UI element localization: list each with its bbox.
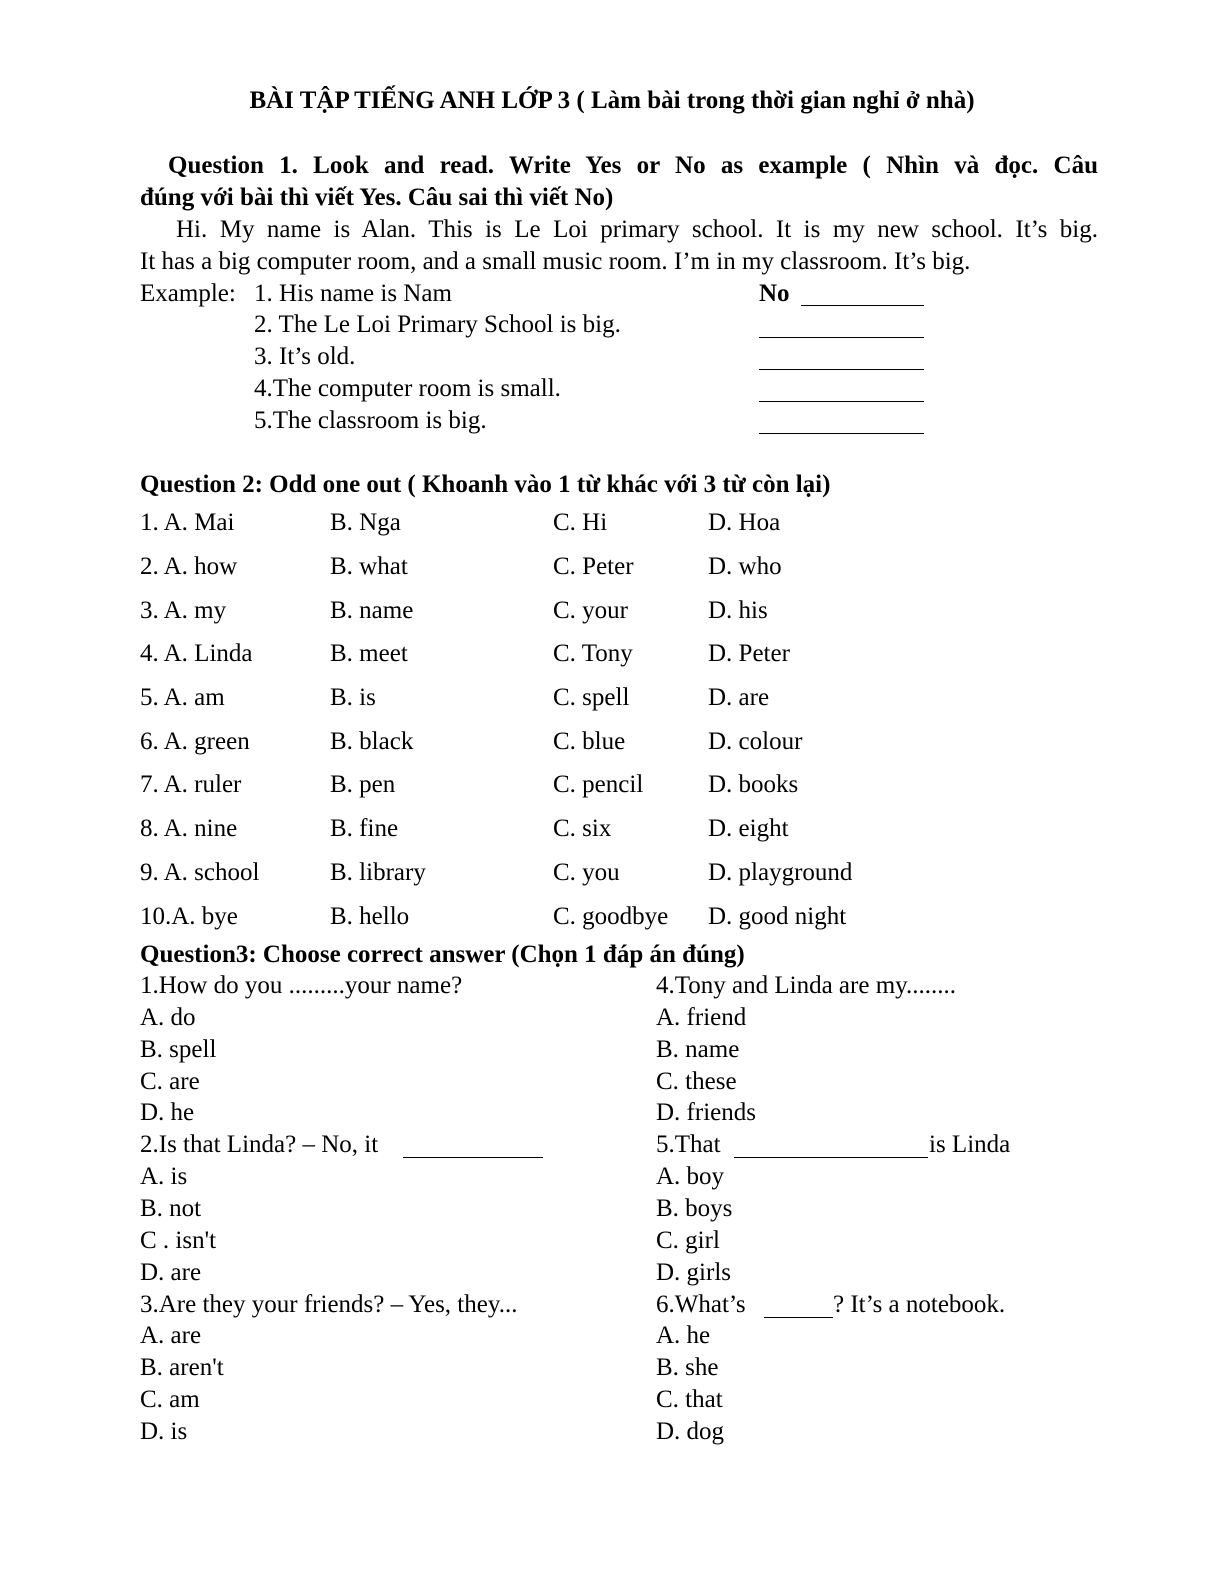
q3-q5-option-c: C. girl bbox=[656, 1227, 720, 1254]
q3-q5-option-b: B. boys bbox=[656, 1195, 733, 1222]
q3-question-4: 4.Tony and Linda are my........ bbox=[656, 972, 957, 999]
option-b: B. hello bbox=[330, 903, 410, 930]
q3-question-3: 3.Are they your friends? – Yes, they... bbox=[140, 1291, 518, 1318]
option-c: C. Tony bbox=[553, 640, 633, 667]
question-1-heading-line2: đúng với bài thì viết Yes. Câu sai thì viết No) bbox=[140, 184, 614, 211]
q1-item-2-blank[interactable] bbox=[759, 337, 924, 338]
q3-q6-option-a: A. he bbox=[656, 1322, 711, 1349]
option-a: 9. A. school bbox=[140, 859, 260, 886]
q1-item-5: 5.The classroom is big. bbox=[254, 407, 487, 434]
option-c: C. Hi bbox=[553, 509, 608, 536]
q1-item-1-blank bbox=[801, 305, 924, 306]
option-c: C. pencil bbox=[553, 771, 644, 798]
q3-q2-option-d: D. are bbox=[140, 1259, 202, 1286]
option-b: B. is bbox=[330, 684, 376, 711]
q1-item-3-blank[interactable] bbox=[759, 369, 924, 370]
q3-q1-option-d: D. he bbox=[140, 1099, 195, 1126]
option-a: 1. A. Mai bbox=[140, 509, 235, 536]
q3-q6-option-d: D. dog bbox=[656, 1418, 725, 1445]
page-title: BÀI TẬP TIẾNG ANH LỚP 3 ( Làm bài trong thời gian nghỉ ở nhà) bbox=[249, 87, 975, 114]
option-b: B. pen bbox=[330, 771, 396, 798]
option-a: 2. A. how bbox=[140, 553, 238, 580]
q1-item-3: 3. It’s old. bbox=[254, 343, 356, 370]
option-c: C. blue bbox=[553, 728, 626, 755]
option-d: D. colour bbox=[708, 728, 803, 755]
q3-q1-option-b: B. spell bbox=[140, 1036, 217, 1063]
q3-q6-option-b: B. she bbox=[656, 1354, 719, 1381]
question-1-heading-line1: Question 1. Look and read. Write Yes or No as example ( Nhìn và đọc. Câu bbox=[168, 152, 1098, 179]
option-b: B. meet bbox=[330, 640, 408, 667]
q3-question-6-prefix: 6.What’s bbox=[656, 1291, 746, 1318]
option-b: B. library bbox=[330, 859, 426, 886]
q3-question-5-suffix: is Linda bbox=[929, 1131, 1011, 1158]
option-b: B. black bbox=[330, 728, 414, 755]
option-b: B. Nga bbox=[330, 509, 401, 536]
option-a: 6. A. green bbox=[140, 728, 250, 755]
q1-item-5-blank[interactable] bbox=[759, 433, 924, 434]
q3-q3-option-d: D. is bbox=[140, 1418, 188, 1445]
option-c: C. six bbox=[553, 815, 612, 842]
option-a: 7. A. ruler bbox=[140, 771, 242, 798]
q1-item-4: 4.The computer room is small. bbox=[254, 375, 561, 402]
q3-question-5-blank[interactable] bbox=[734, 1157, 928, 1158]
option-d: D. are bbox=[708, 684, 770, 711]
q3-q4-option-c: C. these bbox=[656, 1068, 737, 1095]
option-a: 8. A. nine bbox=[140, 815, 238, 842]
q3-q4-option-b: B. name bbox=[656, 1036, 740, 1063]
q3-q5-option-d: D. girls bbox=[656, 1259, 731, 1286]
q3-question-5-prefix: 5.That bbox=[656, 1131, 721, 1158]
option-d: D. Hoa bbox=[708, 509, 781, 536]
option-c: C. spell bbox=[553, 684, 630, 711]
option-b: B. name bbox=[330, 597, 414, 624]
q1-item-1: 1. His name is Nam bbox=[254, 280, 452, 307]
q3-q5-option-a: A. boy bbox=[656, 1163, 725, 1190]
q1-item-2: 2. The Le Loi Primary School is big. bbox=[254, 311, 621, 338]
q3-q3-option-b: B. aren't bbox=[140, 1354, 224, 1381]
q3-question-2-blank[interactable] bbox=[403, 1157, 543, 1158]
q3-question-2: 2.Is that Linda? – No, it bbox=[140, 1131, 379, 1158]
q3-q2-option-c: C . isn't bbox=[140, 1227, 217, 1254]
q1-item-1-answer: No bbox=[759, 280, 790, 307]
question-1-passage-line2: It has a big computer room, and a small music room. I’m in my classroom. It’s big. bbox=[140, 248, 971, 275]
option-a: 10.A. bye bbox=[140, 903, 238, 930]
option-d: D. eight bbox=[708, 815, 789, 842]
q3-question-1: 1.How do you .........your name? bbox=[140, 972, 463, 999]
question-3-heading: Question3: Choose correct answer (Chọn 1 đáp án đúng) bbox=[140, 941, 745, 968]
q3-q4-option-a: A. friend bbox=[656, 1004, 747, 1031]
option-d: D. his bbox=[708, 597, 768, 624]
question-1-passage-line1: Hi. My name is Alan. This is Le Loi primary school. It is my new school. It’s big. bbox=[176, 216, 1098, 243]
q3-q1-option-a: A. do bbox=[140, 1004, 196, 1031]
q3-q3-option-c: C. am bbox=[140, 1386, 200, 1413]
option-d: D. Peter bbox=[708, 640, 790, 667]
q1-item-4-blank[interactable] bbox=[759, 401, 924, 402]
question-1-block bbox=[140, 150, 1098, 278]
option-b: B. what bbox=[330, 553, 408, 580]
option-d: D. good night bbox=[708, 903, 847, 930]
option-a: 3. A. my bbox=[140, 597, 227, 624]
q3-q6-option-c: C. that bbox=[656, 1386, 723, 1413]
option-d: D. who bbox=[708, 553, 782, 580]
option-a: 4. A. Linda bbox=[140, 640, 253, 667]
q3-question-6-blank[interactable] bbox=[764, 1317, 833, 1318]
option-c: C. goodbye bbox=[553, 903, 669, 930]
option-d: D. books bbox=[708, 771, 799, 798]
q3-q4-option-d: D. friends bbox=[656, 1099, 756, 1126]
q3-question-6-suffix: ? It’s a notebook. bbox=[833, 1291, 1006, 1318]
question-2-heading: Question 2: Odd one out ( Khoanh vào 1 từ khác với 3 từ còn lại) bbox=[140, 471, 831, 498]
option-c: C. you bbox=[553, 859, 620, 886]
q3-q1-option-c: C. are bbox=[140, 1068, 200, 1095]
example-label: Example: bbox=[140, 280, 236, 307]
q3-q3-option-a: A. are bbox=[140, 1322, 202, 1349]
q3-q2-option-b: B. not bbox=[140, 1195, 202, 1222]
option-d: D. playground bbox=[708, 859, 853, 886]
option-a: 5. A. am bbox=[140, 684, 225, 711]
q3-q2-option-a: A. is bbox=[140, 1163, 188, 1190]
option-c: C. Peter bbox=[553, 553, 634, 580]
option-b: B. fine bbox=[330, 815, 399, 842]
option-c: C. your bbox=[553, 597, 628, 624]
